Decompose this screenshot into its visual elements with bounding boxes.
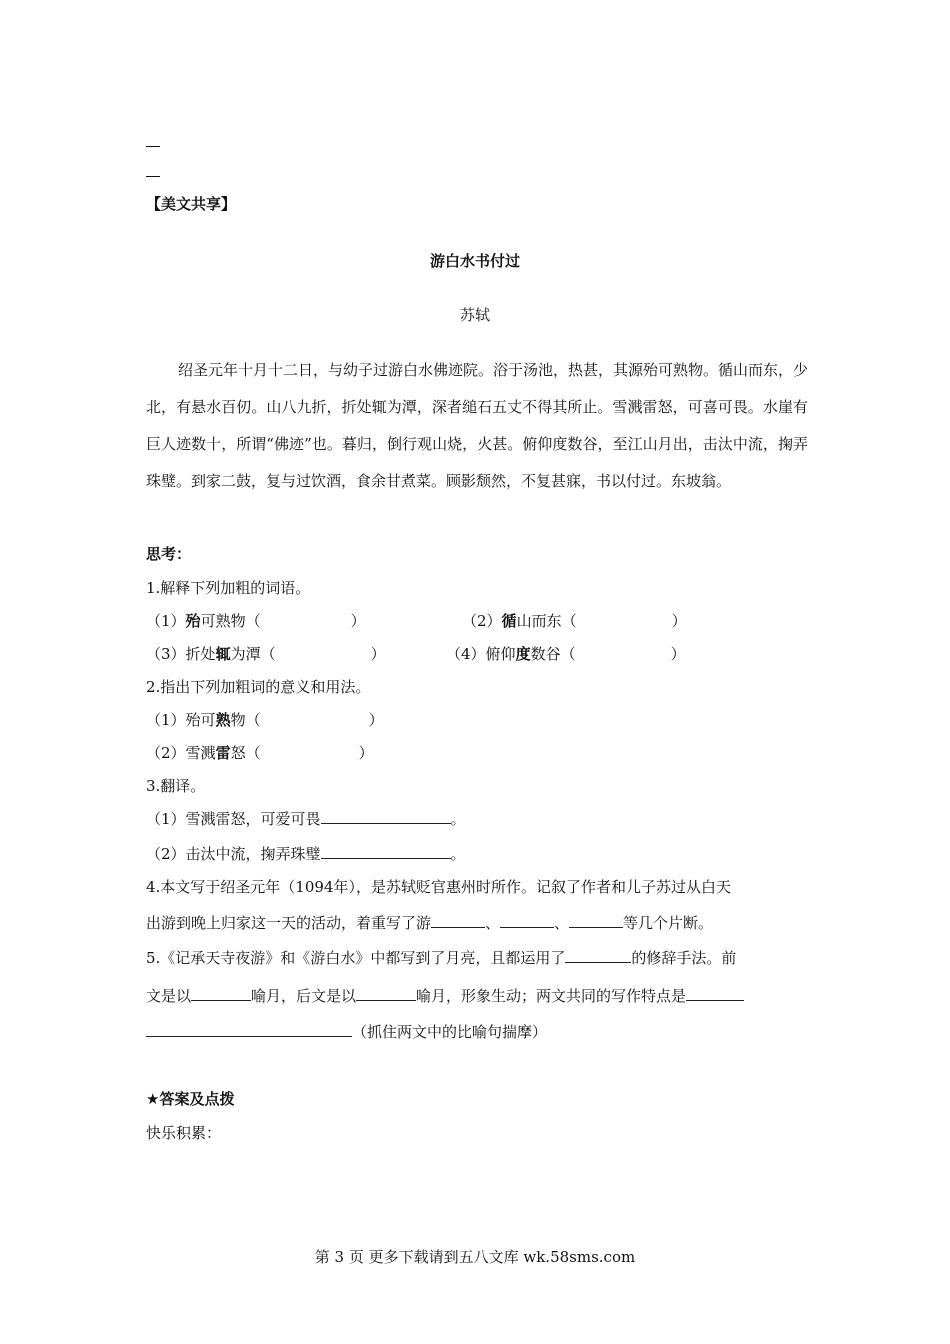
q2-title: 2.指出下列加粗词的意义和用法。 (146, 678, 371, 696)
q5-line-2: 文是以 喻月，后文是以 喻月，形象生动；两文共同的写作特点是 (146, 985, 744, 1006)
essay-title: 游白水书付过 (429, 252, 520, 270)
q1-item-1: （1）殆可熟物（ ） (146, 612, 366, 630)
q1-item-3: （3）折处辄为潭（ ） (146, 645, 386, 663)
dash-mark-2 (146, 176, 160, 177)
q1-item-2: （2）循山而东（ ） (462, 612, 687, 630)
q2-item-1: （1）殆可熟物（ ） (146, 711, 384, 729)
answer-subtitle: 快乐积累： (146, 1124, 222, 1142)
answer-title: ★答案及点拨 (146, 1090, 235, 1108)
q5-line-1: 5.《记承天寺夜游》和《游白水》中都写到了月亮，且都运用了 的修辞手法。前 (146, 949, 737, 967)
dash-mark-1 (146, 146, 160, 147)
q3-item-1: （1）雪溅雷怒，可爱可畏 。 (146, 810, 466, 828)
q3-item-2: （2）击汰中流，掬弄珠璧 。 (146, 845, 466, 863)
q5-line-3: （抓住两文中的比喻句揣摩） (146, 1021, 547, 1042)
q1-item-4: （4）俯仰度数谷（ ） (446, 645, 686, 663)
page-footer: 第 3 页 更多下载请到五八文库 wk.58sms.com (314, 1248, 636, 1266)
essay-body: 绍圣元年十月十二日，与幼子过游白水佛迹院。浴于汤池，热甚，其源殆可熟物。循山而东，少北，有悬水百仞。山八九折，折处辄为潭，深者缒石五丈不得其所止。雪溅雷怒，可喜可畏。水崖有巨人迹数十，所谓“佛迹”也。暮归，倒行观山烧，火甚。俯仰度数谷，至江山月出，击汰中流，掬弄珠璧。到家二鼓，复与过饮酒，食余甘煮菜。顾影颓然，不复甚寐，书以付过。东坡翁。 (146, 361, 809, 490)
q4-line-2: 出游到晚上归家这一天的活动，着重写了游 、 、 等几个片断。 (146, 914, 714, 932)
essay-author: 苏轼 (459, 306, 490, 324)
q3-title: 3.翻译。 (146, 777, 206, 795)
q2-item-2: （2）雪溅雷怒（ ） (146, 744, 374, 762)
section-title: 【美文共享】 (146, 195, 237, 213)
think-label: 思考： (146, 545, 192, 563)
q4-line-1: 4.本文写于绍圣元年（1094年），是苏轼贬官惠州时所作。记叙了作者和儿子苏过从白天 (146, 878, 731, 896)
q1-title: 1.解释下列加粗的词语。 (146, 579, 311, 597)
